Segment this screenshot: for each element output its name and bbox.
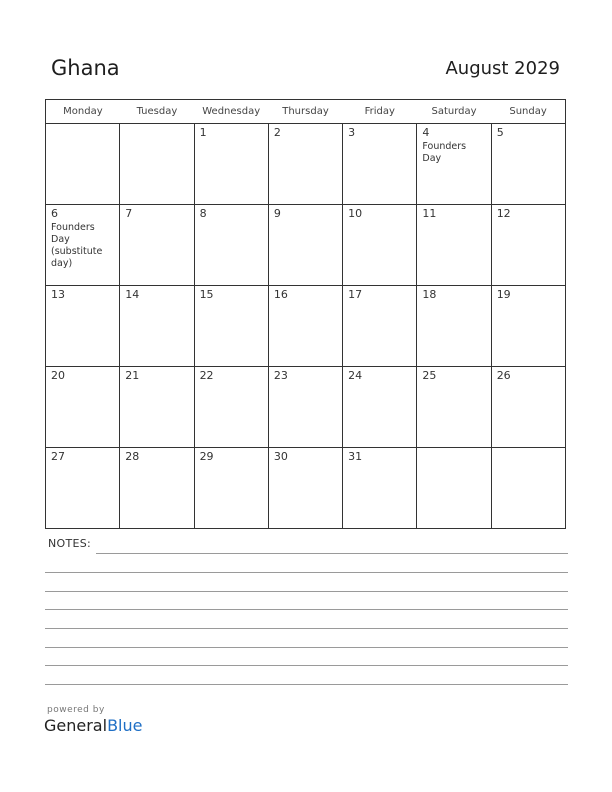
- weekday-header: Friday: [343, 100, 417, 124]
- day-number: 24: [348, 369, 363, 382]
- day-cell: [120, 124, 194, 205]
- day-cell: [120, 367, 194, 448]
- weekday-header: Wednesday: [194, 100, 268, 124]
- day-number: 5: [496, 126, 504, 139]
- day-cell: [120, 205, 194, 286]
- note-line: [45, 684, 568, 685]
- weekday-header-row: [46, 100, 566, 124]
- day-cell: [491, 205, 565, 286]
- week-row: [46, 286, 566, 367]
- day-cell: [120, 448, 194, 529]
- day-cell: [491, 286, 565, 367]
- day-cell: [491, 448, 565, 529]
- day-number: 8: [199, 207, 207, 220]
- day-cell: [268, 448, 342, 529]
- day-cell: [268, 124, 342, 205]
- day-number: 22: [199, 369, 214, 382]
- note-line: [45, 572, 568, 573]
- day-cell: [343, 367, 417, 448]
- day-cell: [46, 367, 120, 448]
- day-cell: [194, 205, 268, 286]
- day-number: 15: [199, 288, 214, 301]
- holiday-label: Founders Day (substitute day): [51, 222, 103, 269]
- day-number: 1: [199, 126, 207, 139]
- brand-blue-text: Blue: [107, 716, 143, 735]
- weekday-header: Tuesday: [120, 100, 194, 124]
- day-number: 25: [422, 369, 437, 382]
- day-number: 19: [496, 288, 511, 301]
- day-number: 14: [125, 288, 140, 301]
- day-cell: [194, 124, 268, 205]
- week-row: [46, 205, 566, 286]
- week-row: [46, 448, 566, 529]
- note-line: [45, 609, 568, 610]
- note-line: [45, 591, 568, 592]
- day-cell: [491, 367, 565, 448]
- day-number: 11: [422, 207, 437, 220]
- note-line: [45, 647, 568, 648]
- brand-general-text: General: [44, 716, 108, 735]
- day-number: 2: [273, 126, 281, 139]
- day-number: 13: [51, 288, 65, 301]
- day-number: 9: [273, 207, 281, 220]
- day-number: 12: [496, 207, 511, 220]
- day-number: 31: [348, 450, 363, 463]
- day-cell: [343, 286, 417, 367]
- day-cell: [268, 205, 342, 286]
- day-number: 6: [51, 207, 58, 220]
- week-row: [46, 124, 566, 205]
- day-cell: [268, 367, 342, 448]
- day-number: 17: [348, 288, 363, 301]
- day-cell: [343, 124, 417, 205]
- holiday-label: Founders Day: [422, 141, 467, 164]
- day-cell: [46, 124, 120, 205]
- day-number: 26: [496, 369, 511, 382]
- note-line: [45, 628, 568, 629]
- day-number: 4: [422, 126, 430, 139]
- weekday-header: Sunday: [491, 100, 565, 124]
- day-cell: [120, 286, 194, 367]
- month-year-title: August 2029: [445, 58, 560, 79]
- note-line: [96, 553, 568, 554]
- day-cell: [417, 205, 491, 286]
- generalblue-logo[interactable]: [44, 716, 142, 735]
- weekday-header: Saturday: [417, 100, 491, 124]
- day-number: 18: [422, 288, 437, 301]
- note-line: [45, 665, 568, 666]
- weekday-header: Thursday: [268, 100, 342, 124]
- day-number: 20: [51, 369, 65, 382]
- day-number: 16: [273, 288, 288, 301]
- day-number: 30: [273, 450, 288, 463]
- day-cell: [194, 286, 268, 367]
- day-number: 28: [125, 450, 140, 463]
- day-cell: [268, 286, 342, 367]
- weekday-header: Monday: [46, 100, 120, 124]
- day-number: 7: [125, 207, 133, 220]
- day-number: 29: [199, 450, 214, 463]
- day-cell: [46, 448, 120, 529]
- day-number: 27: [51, 450, 65, 463]
- week-row: [46, 367, 566, 448]
- day-number: 23: [273, 369, 288, 382]
- day-cell: [194, 448, 268, 529]
- day-cell: [194, 367, 268, 448]
- day-cell: [417, 286, 491, 367]
- day-cell: [343, 205, 417, 286]
- day-number: 3: [348, 126, 356, 139]
- powered-by-text: powered by: [47, 705, 105, 715]
- notes-label: NOTES:: [48, 537, 92, 550]
- day-cell: [417, 367, 491, 448]
- day-cell: [417, 448, 491, 529]
- day-cell: [46, 205, 120, 286]
- day-cell: [343, 448, 417, 529]
- country-title: Ghana: [51, 56, 120, 80]
- day-cell: [491, 124, 565, 205]
- day-number: 21: [125, 369, 140, 382]
- calendar-grid: [45, 99, 566, 529]
- day-cell: [46, 286, 120, 367]
- day-cell: [417, 124, 491, 205]
- day-number: 10: [348, 207, 363, 220]
